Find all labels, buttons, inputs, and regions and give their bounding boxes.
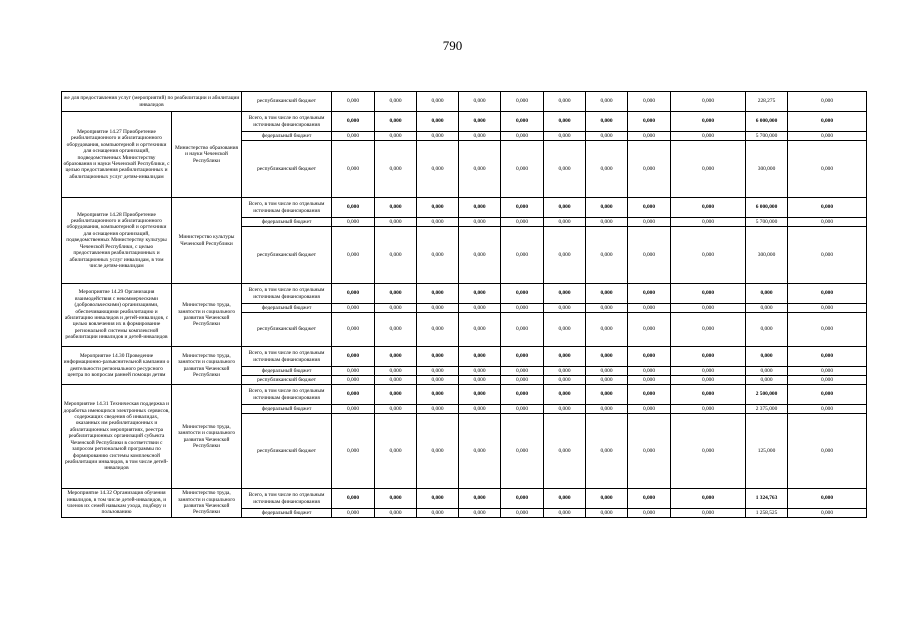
value-cell: 0,000	[746, 367, 788, 376]
table-row	[62, 92, 867, 112]
value-cell: 0,000	[746, 313, 788, 347]
value-cell: 0,000	[332, 92, 375, 112]
value-cell: 0,000	[332, 376, 375, 385]
value-cell: 0,000	[332, 489, 375, 509]
value-cell: 228,275	[746, 92, 788, 112]
value-cell: 0,000	[544, 198, 586, 218]
measure-executor: Министерство труда, занятости и социального развития Чеченской Республики	[172, 347, 242, 385]
value-cell: 0,000	[544, 132, 586, 141]
measure-executor: Министерство культуры Чеченской Республики	[172, 198, 242, 284]
table-body	[62, 92, 867, 518]
value-cell: 0,000	[375, 284, 417, 304]
funding-source: федеральный бюджет	[242, 405, 332, 414]
value-cell: 0,000	[459, 198, 501, 218]
value-cell: 0,000	[586, 347, 628, 367]
funding-source: Всего, в том числе по отдельным источникам финансирования	[242, 112, 332, 132]
value-cell: 0,000	[788, 112, 867, 132]
value-cell: 0,000	[501, 489, 544, 509]
value-cell: 0,000	[417, 376, 459, 385]
value-cell: 0,000	[332, 218, 375, 227]
value-cell: 0,000	[628, 313, 671, 347]
value-cell: 0,000	[417, 347, 459, 367]
value-cell: 0,000	[501, 304, 544, 313]
value-cell: 0,000	[586, 92, 628, 112]
value-cell: 0,000	[746, 304, 788, 313]
value-cell: 0,000	[375, 227, 417, 284]
value-cell: 0,000	[628, 414, 671, 489]
value-cell: 0,000	[501, 284, 544, 304]
value-cell: 0,000	[375, 112, 417, 132]
measure-name: Мероприятие 14.28 Приобретение реабилитационного и абилитационного оборудования, компьютерной и оргтехники для оснащения организаций, подведомственных Министерству культуры Чеченской Республики, с целью предоставления реабилитационных и абилитационных услуг инвалидам, в том числе детям-инвалидам	[62, 198, 172, 284]
value-cell: 0,000	[586, 227, 628, 284]
value-cell: 0,000	[332, 132, 375, 141]
table-row	[62, 112, 867, 132]
value-cell: 0,000	[417, 385, 459, 405]
value-cell: 0,000	[788, 141, 867, 198]
value-cell: 0,000	[671, 509, 746, 518]
value-cell: 0,000	[746, 347, 788, 367]
value-cell: 0,000	[671, 132, 746, 141]
value-cell: 0,000	[459, 509, 501, 518]
value-cell: 0,000	[671, 405, 746, 414]
value-cell: 0,000	[671, 414, 746, 489]
funding-source: республиканский бюджет	[242, 414, 332, 489]
value-cell: 0,000	[544, 489, 586, 509]
funding-source: Всего, в том числе по отдельным источникам финансирования	[242, 385, 332, 405]
value-cell: 0,000	[459, 367, 501, 376]
value-cell: 0,000	[586, 198, 628, 218]
measure-name: Мероприятие 14.31 Техническая поддержка и доработка имеющихся электронных сервисов, содержащих сведения об инвалидах, оказанных им реабилитационных и абилитационных мероприятиях, реестра реабилитационных организаций субъекта Чеченской Республики в соответствии с запросом региональной программы по формированию системы комплексной реабилитации инвалидов, в том числе детей-инвалидов	[62, 385, 172, 489]
funding-source: федеральный бюджет	[242, 132, 332, 141]
value-cell: 0,000	[628, 227, 671, 284]
value-cell: 0,000	[375, 414, 417, 489]
value-cell: 0,000	[746, 376, 788, 385]
value-cell: 0,000	[375, 405, 417, 414]
value-cell: 0,000	[671, 367, 746, 376]
value-cell: 0,000	[788, 509, 867, 518]
value-cell: 0,000	[332, 198, 375, 218]
value-cell: 0,000	[375, 489, 417, 509]
value-cell: 0,000	[501, 376, 544, 385]
value-cell: 0,000	[788, 489, 867, 509]
value-cell: 0,000	[375, 198, 417, 218]
table-row	[62, 385, 867, 405]
value-cell: 0,000	[544, 385, 586, 405]
value-cell: 0,000	[628, 304, 671, 313]
budget-table	[61, 91, 867, 518]
funding-source: федеральный бюджет	[242, 367, 332, 376]
value-cell: 0,000	[671, 284, 746, 304]
value-cell: 0,000	[375, 509, 417, 518]
value-cell: 0,000	[332, 141, 375, 198]
funding-source: республиканский бюджет	[242, 141, 332, 198]
value-cell: 0,000	[544, 367, 586, 376]
value-cell: 0,000	[788, 218, 867, 227]
value-cell: 0,000	[671, 198, 746, 218]
value-cell: 0,000	[788, 313, 867, 347]
value-cell: 0,000	[417, 414, 459, 489]
funding-source: республиканский бюджет	[242, 313, 332, 347]
value-cell: 0,000	[332, 405, 375, 414]
value-cell: 0,000	[671, 112, 746, 132]
value-cell: 0,000	[586, 284, 628, 304]
value-cell: 0,000	[746, 284, 788, 304]
value-cell: 0,000	[586, 405, 628, 414]
value-cell: 0,000	[501, 132, 544, 141]
funding-source: федеральный бюджет	[242, 304, 332, 313]
value-cell: 0,000	[671, 92, 746, 112]
value-cell: 0,000	[628, 385, 671, 405]
value-cell: 0,000	[375, 132, 417, 141]
page-number: 790	[442, 38, 463, 53]
value-cell: 0,000	[586, 414, 628, 489]
value-cell: 0,000	[459, 376, 501, 385]
value-cell: 0,000	[544, 218, 586, 227]
value-cell: 0,000	[586, 313, 628, 347]
value-cell: 0,000	[417, 405, 459, 414]
value-cell: 0,000	[501, 141, 544, 198]
value-cell: 0,000	[459, 405, 501, 414]
measure-executor: Министерство труда, занятости и социального развития Чеченской Республики	[172, 489, 242, 518]
value-cell: 0,000	[375, 218, 417, 227]
value-cell: 0,000	[628, 367, 671, 376]
value-cell: 0,000	[501, 218, 544, 227]
value-cell: 0,000	[544, 284, 586, 304]
value-cell: 0,000	[788, 304, 867, 313]
value-cell: 0,000	[628, 112, 671, 132]
value-cell: 0,000	[459, 284, 501, 304]
funding-source: Всего, в том числе по отдельным источникам финансирования	[242, 489, 332, 509]
value-cell: 0,000	[417, 112, 459, 132]
value-cell: 0,000	[501, 112, 544, 132]
value-cell: 0,000	[501, 313, 544, 347]
value-cell: 0,000	[332, 385, 375, 405]
value-cell: 0,000	[586, 509, 628, 518]
value-cell: 0,000	[459, 92, 501, 112]
value-cell: 125,000	[746, 414, 788, 489]
value-cell: 0,000	[788, 414, 867, 489]
value-cell: 0,000	[788, 347, 867, 367]
value-cell: 0,000	[332, 347, 375, 367]
value-cell: 0,000	[671, 489, 746, 509]
value-cell: 0,000	[788, 367, 867, 376]
value-cell: 0,000	[417, 304, 459, 313]
value-cell: 300,000	[746, 141, 788, 198]
value-cell: 0,000	[628, 92, 671, 112]
value-cell: 300,000	[746, 227, 788, 284]
value-cell: 0,000	[375, 347, 417, 367]
value-cell: 0,000	[459, 347, 501, 367]
value-cell: 0,000	[459, 304, 501, 313]
value-cell: 0,000	[544, 304, 586, 313]
value-cell: 0,000	[671, 227, 746, 284]
value-cell: 0,000	[671, 304, 746, 313]
value-cell: 0,000	[788, 198, 867, 218]
value-cell: 0,000	[788, 92, 867, 112]
value-cell: 0,000	[332, 313, 375, 347]
value-cell: 0,000	[459, 218, 501, 227]
value-cell: 0,000	[586, 489, 628, 509]
value-cell: 0,000	[501, 198, 544, 218]
table-row	[62, 489, 867, 509]
value-cell: 0,000	[628, 347, 671, 367]
value-cell: 0,000	[586, 304, 628, 313]
value-cell: 0,000	[417, 313, 459, 347]
value-cell: 0,000	[332, 304, 375, 313]
table-row	[62, 198, 867, 218]
value-cell: 0,000	[459, 112, 501, 132]
value-cell: 0,000	[671, 141, 746, 198]
value-cell: 0,000	[586, 112, 628, 132]
measure-name: Мероприятие 14.30 Проведение информационно-разъяснительной кампании о деятельности регионального ресурсного центра по вопросам ранней помощи детям	[62, 347, 172, 385]
value-cell: 0,000	[544, 141, 586, 198]
value-cell: 0,000	[628, 489, 671, 509]
value-cell: 0,000	[788, 405, 867, 414]
funding-source: Всего, в том числе по отдельным источникам финансирования	[242, 198, 332, 218]
value-cell: 0,000	[501, 405, 544, 414]
value-cell: 0,000	[501, 347, 544, 367]
value-cell: 0,000	[375, 367, 417, 376]
value-cell: 0,000	[544, 405, 586, 414]
measure-name: же для предоставления услуг (мероприятий) по реабилитации и абилитации инвалидов	[62, 92, 242, 112]
value-cell: 0,000	[332, 509, 375, 518]
value-cell: 0,000	[332, 112, 375, 132]
value-cell: 5 700,000	[746, 218, 788, 227]
value-cell: 2 500,000	[746, 385, 788, 405]
value-cell: 0,000	[417, 92, 459, 112]
measure-name: Мероприятие 14.27 Приобретение реабилитационного и абилитационного оборудования, компьютерной и оргтехники для оснащения организаций, подведомственных Министерству образования и науки Чеченской Республики, с целью предоставления реабилитационных и абилитационных услуг детям-инвалидам	[62, 112, 172, 198]
value-cell: 1 258,525	[746, 509, 788, 518]
value-cell: 0,000	[628, 132, 671, 141]
value-cell: 0,000	[417, 227, 459, 284]
funding-source: федеральный бюджет	[242, 218, 332, 227]
value-cell: 0,000	[671, 313, 746, 347]
value-cell: 0,000	[586, 385, 628, 405]
value-cell: 0,000	[788, 132, 867, 141]
value-cell: 0,000	[417, 198, 459, 218]
funding-source: республиканский бюджет	[242, 376, 332, 385]
measure-name: Мероприятие 14.29 Организация взаимодействия с некоммерческими (добровольческими) организациями, обеспечивающими реабилитацию и абилитацию инвалидов и детей-инвалидов, с целью вовлечения их в формирование региональной системы комплексной реабилитации инвалидов и детей-инвалидов	[62, 284, 172, 347]
value-cell: 0,000	[628, 141, 671, 198]
value-cell: 6 000,000	[746, 198, 788, 218]
value-cell: 0,000	[417, 141, 459, 198]
value-cell: 0,000	[459, 132, 501, 141]
value-cell: 0,000	[417, 218, 459, 227]
value-cell: 0,000	[671, 385, 746, 405]
value-cell: 0,000	[375, 92, 417, 112]
value-cell: 0,000	[628, 376, 671, 385]
value-cell: 0,000	[375, 313, 417, 347]
table-row	[62, 284, 867, 304]
value-cell: 0,000	[544, 227, 586, 284]
value-cell: 0,000	[459, 414, 501, 489]
table-row	[62, 347, 867, 367]
value-cell: 1 324,763	[746, 489, 788, 509]
value-cell: 0,000	[501, 414, 544, 489]
value-cell: 0,000	[586, 367, 628, 376]
value-cell: 0,000	[459, 489, 501, 509]
measure-name: Мероприятие 14.32 Организация обучения инвалидов, в том числе детей-инвалидов, и членов их семей навыкам ухода, подбору и пользованию	[62, 489, 172, 518]
funding-source: республиканский бюджет	[242, 92, 332, 112]
value-cell: 0,000	[417, 367, 459, 376]
value-cell: 0,000	[501, 227, 544, 284]
value-cell: 0,000	[544, 347, 586, 367]
value-cell: 0,000	[375, 385, 417, 405]
value-cell: 0,000	[544, 414, 586, 489]
funding-source: республиканский бюджет	[242, 227, 332, 284]
value-cell: 0,000	[459, 385, 501, 405]
value-cell: 0,000	[459, 141, 501, 198]
funding-source: Всего, в том числе по отдельным источникам финансирования	[242, 347, 332, 367]
value-cell: 0,000	[417, 489, 459, 509]
value-cell: 2 375,000	[746, 405, 788, 414]
value-cell: 0,000	[628, 198, 671, 218]
value-cell: 6 000,000	[746, 112, 788, 132]
value-cell: 0,000	[586, 132, 628, 141]
value-cell: 0,000	[671, 347, 746, 367]
value-cell: 0,000	[417, 509, 459, 518]
value-cell: 0,000	[628, 218, 671, 227]
value-cell: 0,000	[586, 141, 628, 198]
value-cell: 0,000	[501, 92, 544, 112]
value-cell: 0,000	[417, 284, 459, 304]
value-cell: 0,000	[332, 227, 375, 284]
value-cell: 0,000	[544, 376, 586, 385]
value-cell: 0,000	[332, 284, 375, 304]
value-cell: 0,000	[332, 414, 375, 489]
value-cell: 0,000	[788, 284, 867, 304]
value-cell: 0,000	[628, 509, 671, 518]
value-cell: 0,000	[586, 218, 628, 227]
value-cell: 0,000	[671, 376, 746, 385]
value-cell: 0,000	[501, 509, 544, 518]
value-cell: 0,000	[586, 376, 628, 385]
value-cell: 0,000	[544, 112, 586, 132]
measure-executor: Министерство труда, занятости и социального развития Чеченской Республики	[172, 284, 242, 347]
value-cell: 5 700,000	[746, 132, 788, 141]
value-cell: 0,000	[332, 367, 375, 376]
value-cell: 0,000	[375, 376, 417, 385]
measure-executor: Министерство труда, занятости и социального развития Чеченской Республики	[172, 385, 242, 489]
value-cell: 0,000	[417, 132, 459, 141]
value-cell: 0,000	[671, 218, 746, 227]
measure-executor: Министерство образования и науки Чеченской Республики	[172, 112, 242, 198]
value-cell: 0,000	[788, 376, 867, 385]
value-cell: 0,000	[788, 227, 867, 284]
value-cell: 0,000	[628, 405, 671, 414]
value-cell: 0,000	[459, 313, 501, 347]
value-cell: 0,000	[501, 367, 544, 376]
value-cell: 0,000	[375, 141, 417, 198]
value-cell: 0,000	[544, 92, 586, 112]
value-cell: 0,000	[459, 227, 501, 284]
value-cell: 0,000	[544, 313, 586, 347]
value-cell: 0,000	[788, 385, 867, 405]
value-cell: 0,000	[501, 385, 544, 405]
funding-source: Всего, в том числе по отдельным источникам финансирования	[242, 284, 332, 304]
value-cell: 0,000	[544, 509, 586, 518]
funding-source: федеральный бюджет	[242, 509, 332, 518]
value-cell: 0,000	[628, 284, 671, 304]
value-cell: 0,000	[375, 304, 417, 313]
